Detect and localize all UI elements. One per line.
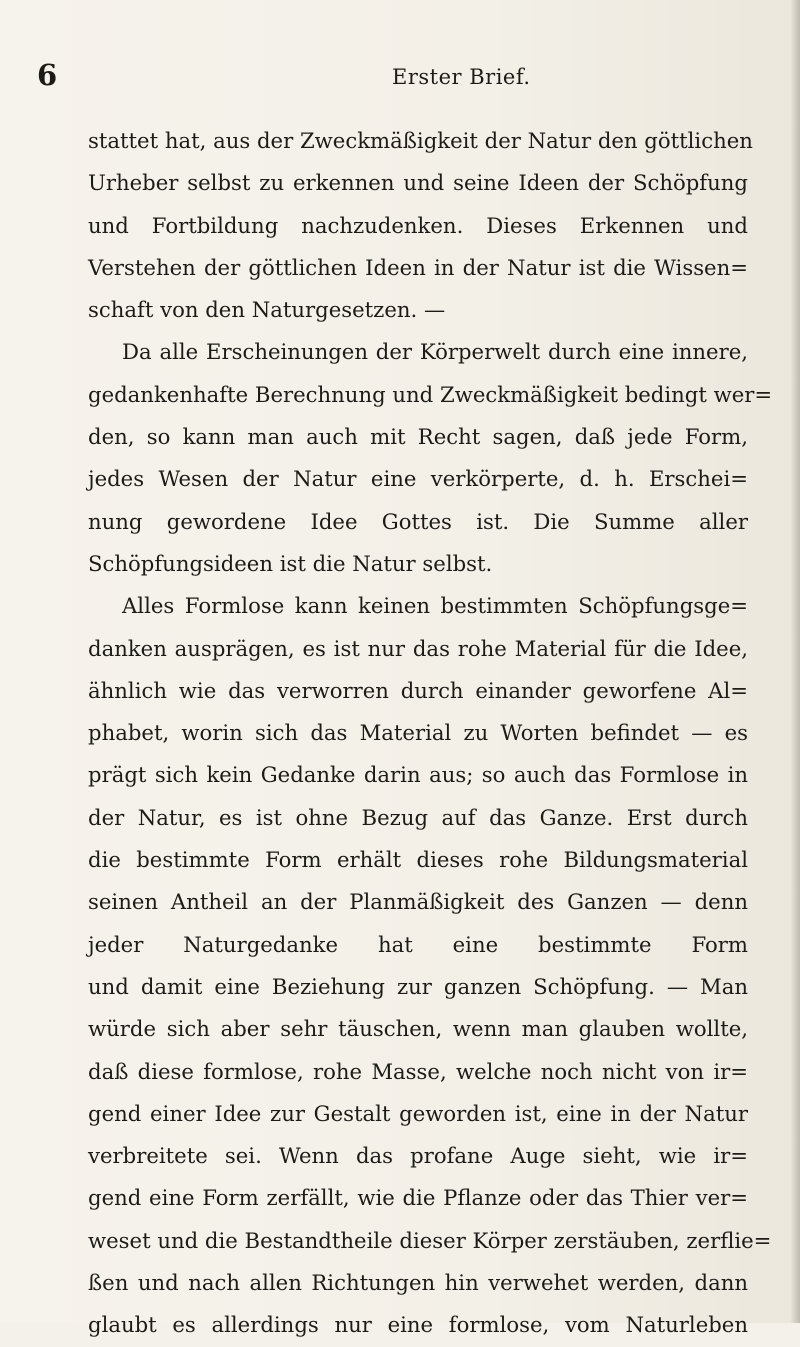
text-line: und Fortbildung nachzudenken. Dieses Erkennen und — [88, 212, 748, 238]
text-line: schaft von den Naturgesetzen. — — [88, 297, 446, 323]
text-line: nung gewordene Idee Gottes ist. Die Summe aller — [88, 508, 748, 534]
text-line: glaubt es allerdings nur eine formlose, vom Naturleben — [88, 1312, 748, 1338]
text-line: ßen und nach allen Richtungen hin verwehet werden, dann — [88, 1270, 748, 1296]
text-line: Verstehen der göttlichen Ideen in der Natur ist die Wissen= — [88, 254, 748, 280]
text-line: Schöpfungsideen ist die Natur selbst. — [88, 550, 493, 576]
text-line: gedankenhafte Berechnung und Zweckmäßigkeit bedingt wer= — [88, 381, 773, 407]
body-text — [88, 120, 773, 1347]
page-header — [37, 55, 747, 95]
text-line: und damit eine Beziehung zur ganzen Schöpfung. — Man — [88, 973, 748, 999]
text-line: Alles Formlose kann keinen bestimmten Schöpfungsge= — [122, 593, 748, 619]
page-number: 6 — [37, 58, 58, 92]
text-line: gend eine Form zerfällt, wie die Pflanze oder das Thier ver= — [88, 1185, 748, 1211]
text-line: daß diese formlose, rohe Masse, welche noch nicht von ir= — [88, 1058, 748, 1084]
text-line: weset und die Bestandtheile dieser Körper zerstäuben, zerflie= — [88, 1227, 772, 1253]
running-title: Erster Brief. — [392, 65, 531, 89]
text-line: ähnlich wie das verworren durch einander geworfene Al= — [88, 677, 748, 703]
text-line: gend einer Idee zur Gestalt geworden ist, eine in der Natur — [88, 1100, 748, 1126]
text-line: die bestimmte Form erhält dieses rohe Bildungsmaterial — [88, 847, 748, 873]
page-edge-shadow — [790, 0, 800, 1323]
text-line: seinen Antheil an der Planmäßigkeit des Ganzen — denn — [88, 889, 748, 915]
text-line: Da alle Erscheinungen der Körperwelt durch eine innere, — [122, 339, 748, 365]
text-line: danken ausprägen, es ist nur das rohe Material für die Idee, — [88, 635, 748, 661]
text-line: phabet, worin sich das Material zu Worten befindet — es — [88, 720, 748, 746]
text-line: Urheber selbst zu erkennen und seine Ideen der Schöpfung — [88, 170, 748, 196]
text-line: jedes Wesen der Natur eine verkörperte, d. h. Erschei= — [88, 466, 748, 492]
text-line: prägt sich kein Gedanke darin aus; so auch das Formlose in — [88, 762, 748, 788]
text-line: verbreitete sei. Wenn das profane Auge sieht, wie ir= — [88, 1143, 748, 1169]
text-line: stattet hat, aus der Zweckmäßigkeit der Natur den göttlichen — [88, 128, 753, 153]
text-line: jeder Naturgedanke hat eine bestimmte Form — [88, 931, 748, 957]
text-line: der Natur, es ist ohne Bezug auf das Ganze. Erst durch — [88, 804, 748, 830]
text-line: würde sich aber sehr täuschen, wenn man glauben wollte, — [88, 1016, 748, 1042]
text-line: den, so kann man auch mit Recht sagen, daß jede Form, — [88, 424, 748, 450]
